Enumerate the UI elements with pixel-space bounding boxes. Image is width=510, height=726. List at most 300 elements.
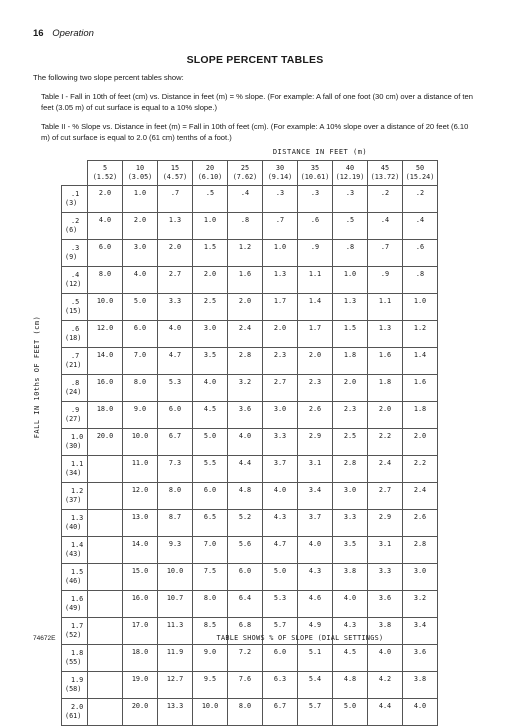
fall-tenths-feet: 1.1 (71, 460, 84, 468)
slope-percent-cell: 13.0 (123, 510, 158, 537)
slope-percent-cell: 3.0 (193, 321, 228, 348)
slope-percent-cell: 2.0 (228, 294, 263, 321)
fall-tenths-feet: .4 (71, 271, 80, 279)
slope-percent-cell: 2.5 (333, 429, 368, 456)
fall-tenths-feet: 1.6 (71, 595, 84, 603)
distance-column-35 (298, 161, 333, 186)
slope-percent-cell: 1.3 (158, 213, 193, 240)
slope-percent-cell (88, 645, 123, 672)
slope-percent-cell: 3.4 (403, 618, 438, 645)
slope-percent-cell: 10.0 (193, 699, 228, 726)
slope-percent-cell: 2.0 (298, 348, 333, 375)
fall-centimeters: (49) (65, 604, 82, 612)
fall-centimeters: (61) (65, 712, 82, 720)
slope-percent-cell: 16.0 (88, 375, 123, 402)
slope-percent-cell: 3.7 (298, 510, 333, 537)
slope-percent-cell: 8.0 (193, 591, 228, 618)
fall-row-label (62, 213, 88, 240)
slope-percent-cell: 3.3 (333, 510, 368, 537)
slope-percent-cell: 1.0 (333, 267, 368, 294)
slope-percent-cell: .8 (333, 240, 368, 267)
slope-percent-cell: 2.9 (298, 429, 333, 456)
slope-percent-cell: 1.2 (403, 321, 438, 348)
slope-percent-cell: 2.8 (228, 348, 263, 375)
slope-percent-cell: 4.7 (158, 348, 193, 375)
slope-percent-cell: 3.5 (333, 537, 368, 564)
slope-percent-cell: 1.5 (193, 240, 228, 267)
slope-percent-cell: 5.6 (228, 537, 263, 564)
fall-centimeters: (34) (65, 469, 82, 477)
distance-column-5 (88, 161, 123, 186)
slope-percent-cell: 13.3 (158, 699, 193, 726)
fall-centimeters: (9) (65, 253, 78, 261)
slope-percent-cell: 10.0 (158, 564, 193, 591)
slope-percent-cell: 5.5 (193, 456, 228, 483)
slope-percent-cell: .3 (333, 186, 368, 213)
fall-row-label (62, 618, 88, 645)
slope-percent-cell: 1.6 (403, 375, 438, 402)
slope-percent-cell: 1.0 (123, 186, 158, 213)
fall-centimeters: (3) (65, 199, 78, 207)
distance-feet: 5 (102, 164, 108, 172)
slope-percent-cell: 3.3 (158, 294, 193, 321)
fall-tenths-feet: 2.0 (71, 703, 84, 711)
slope-percent-cell: 3.0 (333, 483, 368, 510)
slope-percent-cell: 5.2 (228, 510, 263, 537)
slope-percent-cell: 4.0 (193, 375, 228, 402)
page-number: 16 (33, 28, 44, 39)
slope-percent-cell: 3.2 (403, 591, 438, 618)
slope-percent-cell: 8.0 (228, 699, 263, 726)
table-1-description (33, 92, 479, 113)
table-row (62, 375, 438, 402)
fall-centimeters: (52) (65, 631, 82, 639)
slope-percent-cell (88, 699, 123, 726)
slope-percent-cell: 7.5 (193, 564, 228, 591)
slope-percent-cell: 9.0 (193, 645, 228, 672)
slope-percent-cell: 8.7 (158, 510, 193, 537)
table-row (62, 186, 438, 213)
distance-feet: 20 (205, 164, 215, 172)
slope-percent-cell (88, 510, 123, 537)
distance-feet: 40 (345, 164, 355, 172)
slope-percent-cell: 11.3 (158, 618, 193, 645)
slope-percent-cell: 10.0 (123, 429, 158, 456)
distance-column-30 (263, 161, 298, 186)
slope-percent-cell: 4.8 (228, 483, 263, 510)
slope-percent-cell: .7 (263, 213, 298, 240)
fall-tenths-feet: .5 (71, 298, 80, 306)
slope-percent-cell: 3.8 (403, 672, 438, 699)
table-row (62, 537, 438, 564)
table-row (62, 591, 438, 618)
table-row (62, 429, 438, 456)
fall-centimeters: (27) (65, 415, 82, 423)
slope-percent-cell (88, 483, 123, 510)
distance-column-40 (333, 161, 368, 186)
slope-percent-cell: 2.6 (403, 510, 438, 537)
slope-percent-cell: 1.4 (403, 348, 438, 375)
section-title: Operation (52, 28, 94, 39)
slope-percent-cell: 3.6 (228, 402, 263, 429)
page-title: SLOPE PERCENT TABLES (186, 54, 324, 66)
slope-percent-cell: 2.0 (333, 375, 368, 402)
distance-column-50 (403, 161, 438, 186)
slope-percent-cell: 12.0 (88, 321, 123, 348)
slope-percent-cell: 6.0 (193, 483, 228, 510)
slope-percent-cell: 2.0 (263, 321, 298, 348)
slope-percent-cell: 5.0 (193, 429, 228, 456)
slope-percent-cell: 20.0 (88, 429, 123, 456)
slope-percent-cell: 5.3 (263, 591, 298, 618)
slope-percent-cell: 6.0 (88, 240, 123, 267)
fall-tenths-feet: 1.3 (71, 514, 84, 522)
table-row (62, 564, 438, 591)
slope-percent-cell: 4.7 (263, 537, 298, 564)
table-row (62, 672, 438, 699)
distance-feet: 10 (135, 164, 145, 172)
slope-percent-cell: 2.2 (403, 456, 438, 483)
distance-column-45 (368, 161, 403, 186)
slope-percent-cell: .9 (298, 240, 333, 267)
slope-percent-cell: 2.0 (158, 240, 193, 267)
slope-percent-cell: 10.7 (158, 591, 193, 618)
distance-meters: (3.05) (127, 173, 153, 181)
slope-percent-cell: .6 (298, 213, 333, 240)
slope-percent-cell: .7 (368, 240, 403, 267)
slope-percent-cell: 4.2 (368, 672, 403, 699)
slope-percent-cell: 2.4 (403, 483, 438, 510)
slope-percent-cell: 2.0 (368, 402, 403, 429)
slope-percent-cell: 3.8 (368, 618, 403, 645)
slope-percent-cell: 6.0 (228, 564, 263, 591)
slope-percent-cell: 3.3 (368, 564, 403, 591)
slope-percent-cell: 4.0 (123, 267, 158, 294)
slope-percent-cell (88, 591, 123, 618)
distance-column-10 (123, 161, 158, 186)
table-row (62, 294, 438, 321)
fall-tenths-feet: 1.8 (71, 649, 84, 657)
slope-percent-cell: 6.7 (263, 699, 298, 726)
slope-percent-cell: 12.0 (123, 483, 158, 510)
distance-column-20 (193, 161, 228, 186)
slope-percent-cell: 1.6 (228, 267, 263, 294)
slope-percent-cell: 14.0 (88, 348, 123, 375)
slope-percent-cell: 2.6 (298, 402, 333, 429)
slope-percent-cell: 5.0 (263, 564, 298, 591)
slope-percent-cell (88, 672, 123, 699)
fall-centimeters: (37) (65, 496, 82, 504)
fall-centimeters: (21) (65, 361, 82, 369)
slope-percent-cell: 7.6 (228, 672, 263, 699)
fall-row-label (62, 294, 88, 321)
slope-percent-cell: 2.7 (368, 483, 403, 510)
table-row (62, 213, 438, 240)
fall-tenths-feet: .2 (71, 217, 80, 225)
slope-percent-cell: 2.7 (263, 375, 298, 402)
distance-column-15 (158, 161, 193, 186)
slope-percent-cell: 1.8 (368, 375, 403, 402)
fall-row-label (62, 456, 88, 483)
slope-percent-cell: 2.3 (333, 402, 368, 429)
slope-percent-cell: 2.3 (298, 375, 333, 402)
slope-percent-cell: 4.0 (368, 645, 403, 672)
slope-percent-cell: 11.9 (158, 645, 193, 672)
slope-percent-cell: 4.9 (298, 618, 333, 645)
slope-percent-cell: 4.0 (158, 321, 193, 348)
slope-percent-cell: 1.3 (333, 294, 368, 321)
slope-percent-cell: 1.3 (368, 321, 403, 348)
fall-row-label (62, 186, 88, 213)
slope-percent-cell: 1.8 (333, 348, 368, 375)
slope-percent-cell: 6.3 (263, 672, 298, 699)
table-2-description (33, 122, 479, 143)
slope-percent-cell: 4.3 (333, 618, 368, 645)
intro-text: The following two slope percent tables show: (33, 73, 184, 82)
slope-percent-cell (88, 456, 123, 483)
slope-percent-cell: 1.3 (263, 267, 298, 294)
slope-percent-cell: 9.3 (158, 537, 193, 564)
slope-percent-cell: 3.7 (263, 456, 298, 483)
distance-meters: (13.72) (370, 173, 400, 181)
slope-percent-cell: 8.0 (123, 375, 158, 402)
slope-percent-cell: 2.5 (193, 294, 228, 321)
slope-percent-cell: 19.0 (123, 672, 158, 699)
distance-meters: (12.19) (335, 173, 365, 181)
slope-percent-cell: 2.4 (228, 321, 263, 348)
page-header (33, 28, 94, 39)
slope-percent-cell: 2.0 (123, 213, 158, 240)
slope-percent-cell: 4.0 (403, 699, 438, 726)
fall-row-label (62, 240, 88, 267)
slope-percent-cell: 2.0 (403, 429, 438, 456)
slope-percent-cell: 2.4 (368, 456, 403, 483)
slope-percent-cell: 1.7 (263, 294, 298, 321)
fall-centimeters: (30) (65, 442, 82, 450)
distance-meters: (4.57) (162, 173, 188, 181)
table-row (62, 456, 438, 483)
slope-percent-cell: .9 (368, 267, 403, 294)
fall-centimeters: (24) (65, 388, 82, 396)
slope-percent-cell: 8.0 (88, 267, 123, 294)
slope-percent-cell: 3.6 (368, 591, 403, 618)
slope-percent-cell: 5.4 (298, 672, 333, 699)
slope-percent-cell: 2.8 (333, 456, 368, 483)
slope-percent-cell: .7 (158, 186, 193, 213)
slope-percent-cell: 3.5 (193, 348, 228, 375)
slope-percent-cell: 9.5 (193, 672, 228, 699)
slope-percent-cell: .3 (298, 186, 333, 213)
fall-centimeters: (43) (65, 550, 82, 558)
slope-percent-cell: .2 (368, 186, 403, 213)
slope-percent-cell: 7.2 (228, 645, 263, 672)
slope-percent-cell: .4 (403, 213, 438, 240)
fall-row-label (62, 348, 88, 375)
table-row (62, 402, 438, 429)
fall-tenths-feet: .9 (71, 406, 80, 414)
slope-percent-cell (88, 564, 123, 591)
slope-percent-cell: 1.2 (228, 240, 263, 267)
slope-percent-cell: 3.0 (263, 402, 298, 429)
fall-tenths-feet: .1 (71, 190, 80, 198)
slope-percent-cell: 2.2 (368, 429, 403, 456)
slope-percent-cell: 3.0 (123, 240, 158, 267)
slope-percent-cell: 4.4 (228, 456, 263, 483)
slope-percent-cell: 3.3 (263, 429, 298, 456)
slope-percent-cell: 6.5 (193, 510, 228, 537)
fall-centimeters: (55) (65, 658, 82, 666)
slope-percent-cell: 1.7 (298, 321, 333, 348)
slope-percent-cell: 7.0 (123, 348, 158, 375)
slope-percent-cell: 4.0 (228, 429, 263, 456)
slope-percent-cell: 1.6 (368, 348, 403, 375)
fall-centimeters: (40) (65, 523, 82, 531)
fall-tenths-feet: 1.4 (71, 541, 84, 549)
fall-tenths-feet: 1.9 (71, 676, 84, 684)
slope-percent-cell: 5.1 (298, 645, 333, 672)
slope-percent-cell: 1.8 (403, 402, 438, 429)
fall-row-header (30, 312, 44, 442)
slope-percent-cell: 2.8 (403, 537, 438, 564)
slope-percent-cell: 4.4 (368, 699, 403, 726)
slope-percent-cell: 4.3 (263, 510, 298, 537)
slope-percent-cell: 4.8 (333, 672, 368, 699)
slope-percent-cell: 2.0 (88, 186, 123, 213)
figure-id: 74672E (33, 635, 56, 642)
slope-percent-cell: 16.0 (123, 591, 158, 618)
fall-row-label (62, 672, 88, 699)
distance-column-25 (228, 161, 263, 186)
fall-centimeters: (58) (65, 685, 82, 693)
fall-row-label (62, 402, 88, 429)
distance-feet: 25 (240, 164, 250, 172)
slope-percent-cell: 17.0 (123, 618, 158, 645)
slope-percent-cell: 5.0 (333, 699, 368, 726)
slope-percent-cell: 7.0 (193, 537, 228, 564)
distance-meters: (10.61) (300, 173, 330, 181)
table-row (62, 348, 438, 375)
table-footer-caption: TABLE SHOWS % OF SLOPE (DIAL SETTINGS) (216, 634, 384, 642)
distance-meters: (1.52) (92, 173, 118, 181)
slope-percent-cell: 4.0 (333, 591, 368, 618)
slope-percent-cell: 4.0 (88, 213, 123, 240)
slope-percent-cell: 5.0 (123, 294, 158, 321)
slope-percent-cell: 3.0 (403, 564, 438, 591)
slope-percent-cell (88, 618, 123, 645)
slope-percent-cell: 4.0 (298, 537, 333, 564)
slope-percent-cell: 7.3 (158, 456, 193, 483)
slope-percent-cell: 11.0 (123, 456, 158, 483)
slope-percent-cell: 6.0 (158, 402, 193, 429)
slope-percent-cell: 5.7 (298, 699, 333, 726)
fall-row-label (62, 429, 88, 456)
distance-feet: 45 (380, 164, 390, 172)
distance-feet: 35 (310, 164, 320, 172)
fall-centimeters: (46) (65, 577, 82, 585)
distance-feet: 30 (275, 164, 285, 172)
slope-percent-cell: 4.0 (263, 483, 298, 510)
slope-percent-cell: 1.1 (368, 294, 403, 321)
slope-percent-cell: .8 (228, 213, 263, 240)
fall-tenths-feet: .8 (71, 379, 80, 387)
table-row (62, 510, 438, 537)
slope-percent-cell: 1.4 (298, 294, 333, 321)
slope-percent-cell: .2 (403, 186, 438, 213)
fall-row-label (62, 564, 88, 591)
distance-meters: (7.62) (232, 173, 258, 181)
fall-row-label (62, 591, 88, 618)
fall-centimeters: (18) (65, 334, 82, 342)
distance-meters: (15.24) (405, 173, 435, 181)
slope-percent-cell: 1.0 (403, 294, 438, 321)
slope-percent-cell: 6.7 (158, 429, 193, 456)
slope-percent-cell: 1.1 (298, 267, 333, 294)
slope-percent-cell: .4 (368, 213, 403, 240)
table-row (62, 267, 438, 294)
fall-tenths-feet: 1.0 (71, 433, 84, 441)
slope-percent-cell: 3.2 (228, 375, 263, 402)
slope-percent-cell: 18.0 (123, 645, 158, 672)
slope-percent-cell: 8.0 (158, 483, 193, 510)
slope-percent-cell: .8 (403, 267, 438, 294)
fall-row-label (62, 537, 88, 564)
slope-percent-cell: .5 (333, 213, 368, 240)
fall-centimeters: (15) (65, 307, 82, 315)
slope-percent-cell: 2.7 (158, 267, 193, 294)
distance-column-header: DISTANCE IN FEET (m) (272, 148, 368, 156)
table-body (62, 186, 438, 726)
slope-percent-cell: 3.1 (298, 456, 333, 483)
slope-percent-cell: .6 (403, 240, 438, 267)
distance-feet: 50 (415, 164, 425, 172)
slope-percent-cell: 5.7 (263, 618, 298, 645)
slope-percent-cell: 6.8 (228, 618, 263, 645)
slope-percent-cell: 2.0 (193, 267, 228, 294)
slope-percent-cell (88, 537, 123, 564)
fall-tenths-feet: .6 (71, 325, 80, 333)
table-row (62, 645, 438, 672)
distance-header-row (62, 161, 438, 186)
slope-percent-cell: 4.3 (298, 564, 333, 591)
fall-tenths-feet: 1.5 (71, 568, 84, 576)
fall-row-header-text: FALL IN 10ths OF FEET (cm) (33, 315, 41, 439)
slope-percent-cell: 6.0 (263, 645, 298, 672)
fall-row-label (62, 267, 88, 294)
slope-percent-cell: 3.6 (403, 645, 438, 672)
table-1-description-text: Table I - Fall in 10th of feet (cm) vs. Distance in feet (m) = % slope. (For example: A fall of one foot (30 cm) over a distance of ten feet (3.05 m) of cut surface is equal to a 10% slope.) (41, 92, 473, 112)
slope-percent-cell: 10.0 (88, 294, 123, 321)
slope-percent-cell: .4 (228, 186, 263, 213)
slope-percent-cell: 1.0 (263, 240, 298, 267)
table-2-description-text: Table II - % Slope vs. Distance in feet (m) = Fall in 10th of feet (cm). (For example: A 10% slope over a distance of 20 feet (6.10 m) of cut surface is equal to 2.0 (61 cm) tenths of a foot.) (41, 122, 469, 142)
distance-feet: 15 (170, 164, 180, 172)
slope-percent-cell: 2.9 (368, 510, 403, 537)
fall-centimeters: (12) (65, 280, 82, 288)
fall-row-label (62, 699, 88, 726)
fall-row-label (62, 483, 88, 510)
slope-percent-cell: 5.3 (158, 375, 193, 402)
fall-centimeters: (6) (65, 226, 78, 234)
slope-percent-cell: .3 (263, 186, 298, 213)
distance-meters: (9.14) (267, 173, 293, 181)
slope-percent-cell: 6.4 (228, 591, 263, 618)
slope-percent-cell: 3.8 (333, 564, 368, 591)
distance-meters: (6.10) (197, 173, 223, 181)
table-row (62, 240, 438, 267)
slope-percent-cell: 2.3 (263, 348, 298, 375)
slope-percent-cell: 12.7 (158, 672, 193, 699)
slope-percent-cell: 18.0 (88, 402, 123, 429)
